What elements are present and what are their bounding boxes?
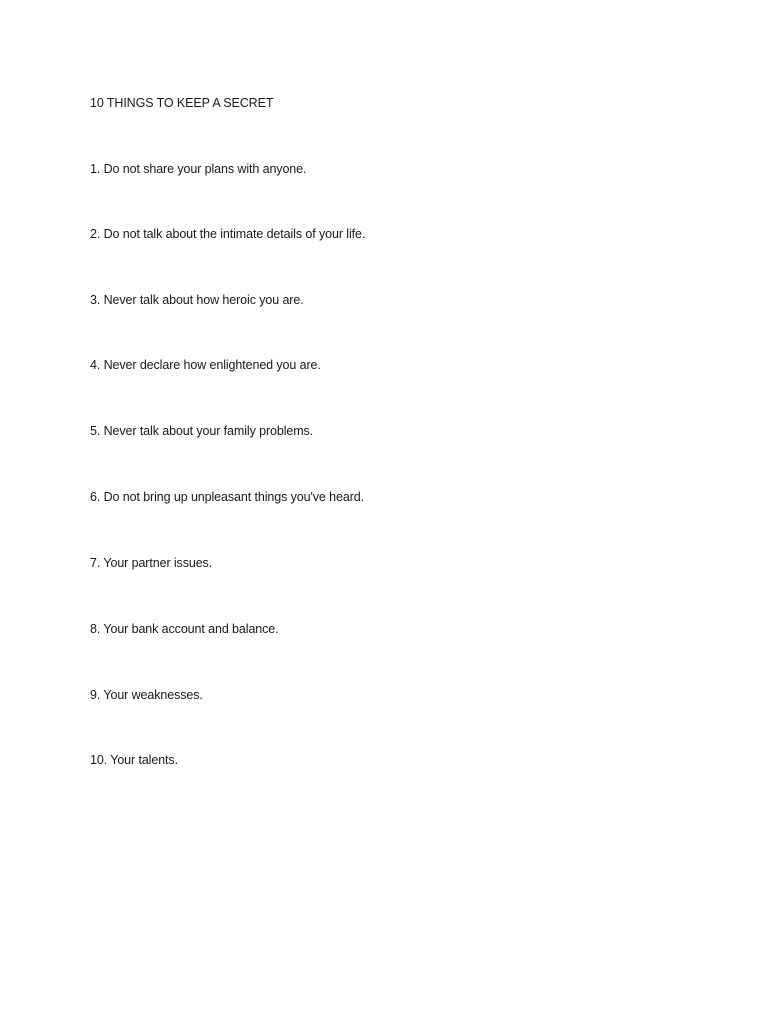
list-item: 1. Do not share your plans with anyone. bbox=[90, 162, 307, 176]
list-item: 9. Your weaknesses. bbox=[90, 688, 203, 702]
list-item: 8. Your bank account and balance. bbox=[90, 622, 279, 636]
document-title: 10 THINGS TO KEEP A SECRET bbox=[90, 96, 274, 110]
list-item: 6. Do not bring up unpleasant things you've heard. bbox=[90, 490, 364, 504]
list-item: 5. Never talk about your family problems. bbox=[90, 424, 314, 438]
list-item: 4. Never declare how enlightened you are. bbox=[90, 358, 321, 372]
list-item: 2. Do not talk about the intimate details of your life. bbox=[90, 227, 366, 241]
list-item: 3. Never talk about how heroic you are. bbox=[90, 293, 304, 307]
list-item: 10. Your talents. bbox=[90, 753, 178, 767]
list-item: 7. Your partner issues. bbox=[90, 556, 213, 570]
